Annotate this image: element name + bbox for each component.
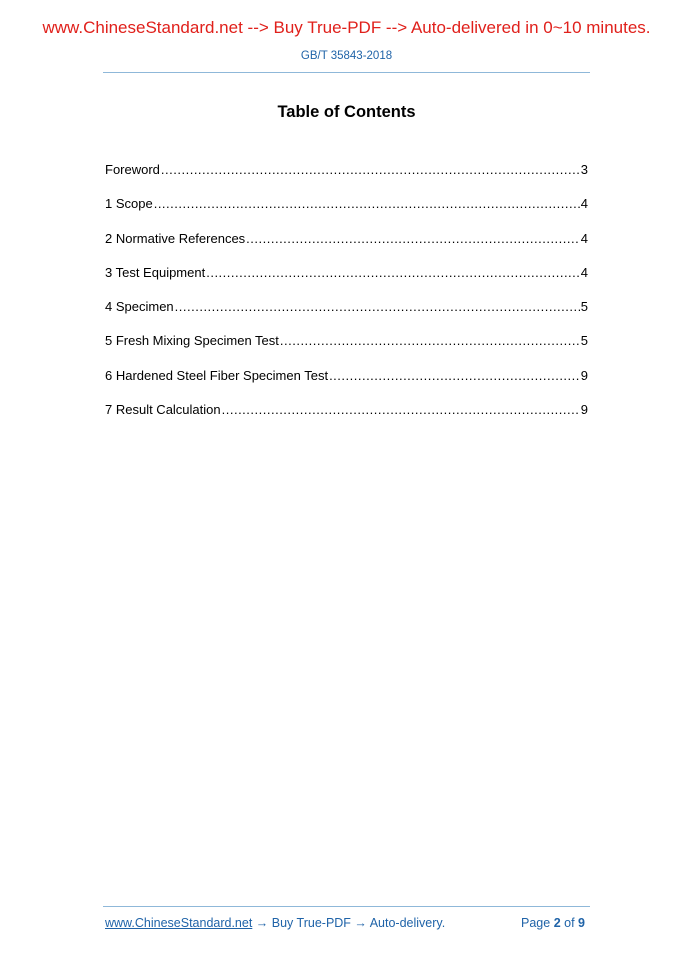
toc-leader-dots — [246, 231, 580, 246]
toc-entry-specimen[interactable] — [105, 299, 588, 333]
toc-entry-test-equipment[interactable] — [105, 265, 588, 299]
toc-entry-page: 9 — [580, 402, 588, 418]
page-prefix: Page — [521, 916, 551, 930]
toc-entry-normative-references[interactable] — [105, 231, 588, 265]
footer-promo-text: → Buy True-PDF → Auto-delivery. — [252, 916, 446, 930]
footer-divider — [103, 906, 590, 907]
toc-entry-label: 2 Normative References — [105, 230, 246, 246]
toc-entry-label: Foreword — [105, 162, 160, 177]
toc-entry-fresh-mixing-specimen-test[interactable] — [105, 333, 588, 367]
toc-entry-page: 3 — [580, 162, 588, 177]
page-total: 9 — [578, 916, 585, 930]
toc-entry-label: 3 Test Equipment — [105, 264, 206, 280]
toc-leader-dots — [329, 368, 580, 383]
toc-entry-foreword[interactable] — [105, 162, 588, 196]
toc-entry-label: 4 Specimen — [105, 299, 174, 315]
toc-entry-page: 5 — [580, 333, 588, 349]
toc-leader-dots — [161, 162, 580, 177]
standard-code-header: GB/T 35843-2018 — [300, 50, 393, 62]
toc-list — [105, 162, 588, 436]
page-current: 2 — [553, 916, 561, 930]
toc-entry-label: 5 Fresh Mixing Specimen Test — [105, 333, 279, 349]
toc-entry-page: 4 — [580, 230, 588, 246]
header-divider — [103, 72, 590, 73]
toc-entry-label: 6 Hardened Steel Fiber Specimen Test — [105, 367, 329, 383]
page-number — [521, 916, 585, 930]
toc-leader-dots — [222, 402, 580, 417]
toc-entry-label: 1 Scope — [105, 196, 153, 212]
toc-entry-result-calculation[interactable] — [105, 402, 588, 436]
toc-leader-dots — [154, 196, 580, 211]
page-of: of — [564, 916, 575, 930]
toc-leader-dots — [280, 333, 580, 348]
toc-entry-hardened-steel-fiber-specimen-test[interactable] — [105, 368, 588, 402]
footer-site-link[interactable]: www.ChineseStandard.net — [105, 916, 253, 930]
toc-entry-page: 4 — [580, 196, 588, 212]
footer-promo — [105, 916, 445, 930]
page-title: Table of Contents — [277, 103, 416, 121]
toc-entry-page: 9 — [580, 367, 588, 383]
toc-leader-dots — [206, 265, 580, 280]
toc-entry-scope[interactable] — [105, 196, 588, 230]
toc-leader-dots — [175, 299, 580, 314]
promo-banner[interactable]: www.ChineseStandard.net --> Buy True-PDF --> Auto-delivered in 0~10 minutes. — [42, 18, 651, 37]
toc-entry-page: 5 — [580, 299, 588, 315]
toc-entry-page: 4 — [580, 264, 588, 280]
toc-entry-label: 7 Result Calculation — [105, 402, 221, 418]
